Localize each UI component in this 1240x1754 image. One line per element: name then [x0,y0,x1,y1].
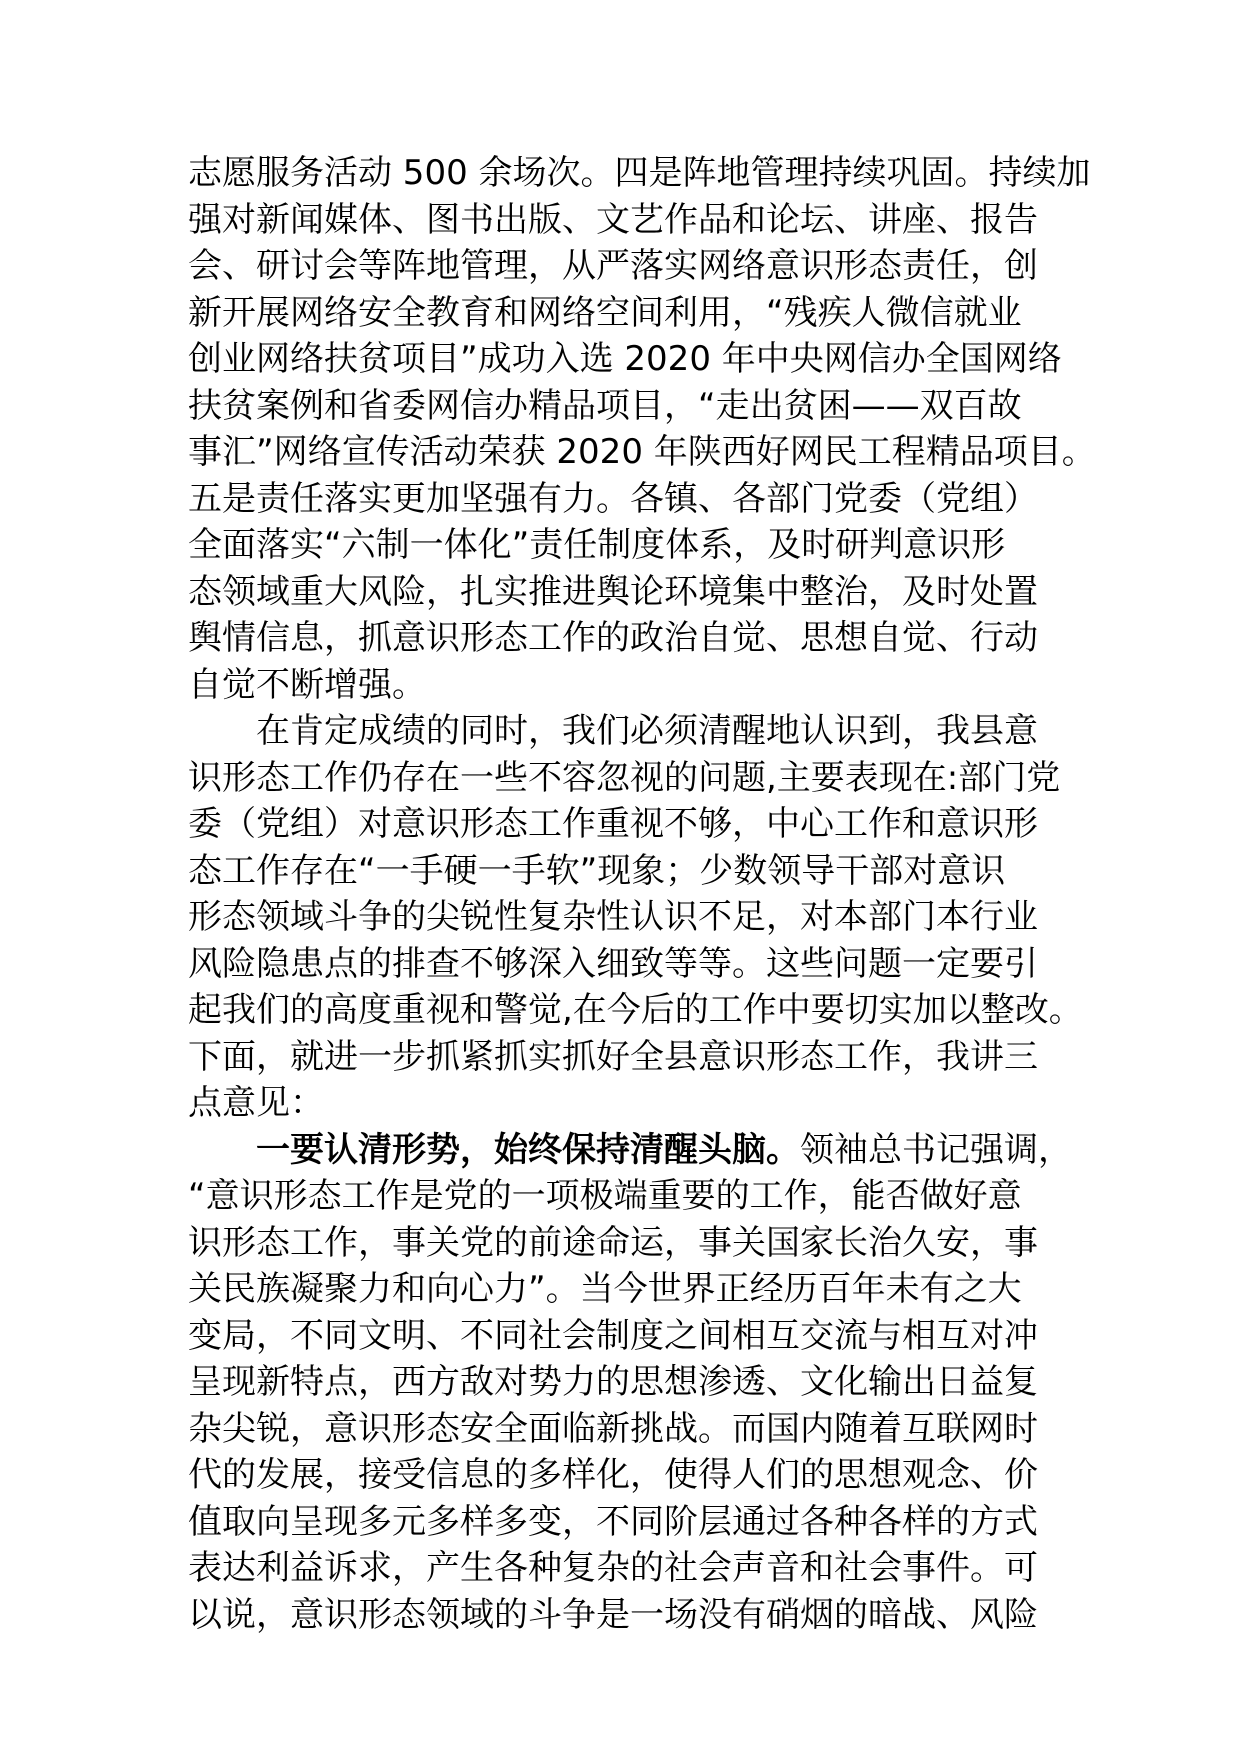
text-line: 全面落实“六制一体化”责任制度体系，及时研判意识形 [188,525,1006,565]
text-line: 扶贫案例和省委网信办精品项目，“走出贫困——双百故 [188,385,1022,426]
text-line: 值取向呈现多元多样多变，不同阶层通过各种各样的方式 [188,1501,1038,1542]
text-line: 强对新闻媒体、图书出版、文艺作品和论坛、讲座、报告 [188,199,1038,240]
text-line: 志愿服务活动 500 余场次。四是阵地管理持续巩固。持续加 [188,153,1091,193]
text-line: 会、研讨会等阵地管理，从严落实网络意识形态责任，创 [188,246,1038,286]
text-line: 杂尖锐，意识形态安全面临新挑战。而国内随着互联网时 [188,1408,1038,1449]
text-line: 表达利益诉求，产生各种复杂的社会声音和社会事件。可 [188,1548,1038,1588]
text-line: 创业网络扶贫项目”成功入选 2020 年中央网信办全国网络 [188,339,1062,379]
text-line: 起我们的高度重视和警觉,在今后的工作中要切实加以整改。 [188,990,1083,1030]
text-line: 舆情信息，抓意识形态工作的政治自觉、思想自觉、行动 [188,618,1038,658]
text-line: 识形态工作仍存在一些不容忽视的问题,主要表现在:部门党 [188,757,1061,798]
text-line: 点意见： [188,1083,324,1123]
text-line: “意识形态工作是党的一项极端重要的工作，能否做好意 [188,1176,1022,1216]
text-line: 呈现新特点，西方敌对势力的思想渗透、文化输出日益复 [188,1362,1038,1402]
text-line: 形态领域斗争的尖锐性复杂性认识不足，对本部门本行业 [188,897,1038,937]
text-line: 自觉不断增强。 [188,664,426,705]
section-heading: 一要认清形势，始终保持清醒头脑。 [256,1129,800,1170]
paragraph-first-line: 在肯定成绩的同时，我们必须清醒地认识到，我县意 [256,711,1038,751]
text-line: 委（党组）对意识形态工作重视不够，中心工作和意识形 [188,804,1038,844]
paragraph-first-line [188,1127,1072,1174]
text-line: 新开展网络安全教育和网络空间利用，“残疾人微信就业 [188,292,1022,333]
text-run: 领袖总书记强调， [800,1129,1072,1170]
text-line: 以说，意识形态领域的斗争是一场没有硝烟的暗战、风险 [188,1594,1038,1635]
text-line: 变局，不同文明、不同社会制度之间相互交流与相互对冲 [188,1315,1038,1356]
text-line: 态领域重大风险，扎实推进舆论环境集中整治，及时处置 [188,571,1038,612]
text-line: 下面，就进一步抓紧抓实抓好全县意识形态工作，我讲三 [188,1036,1038,1077]
text-line: 态工作存在“一手硬一手软”现象；少数领导干部对意识 [188,850,1006,891]
text-line: 风险隐患点的排查不够深入细致等等。这些问题一定要引 [188,943,1038,984]
text-line: 事汇”网络宣传活动荣获 2020 年陕西好网民工程精品项目。 [188,432,1096,472]
text-line: 识形态工作，事关党的前途命运，事关国家长治久安，事 [188,1222,1038,1263]
text-line: 五是责任落实更加坚强有力。各镇、各部门党委（党组） [188,478,1038,519]
text-line: 关民族凝聚力和向心力”。当今世界正经历百年未有之大 [188,1269,1022,1309]
body-text [188,150,1096,1638]
text-line: 代的发展，接受信息的多样化，使得人们的思想观念、价 [188,1455,1038,1495]
